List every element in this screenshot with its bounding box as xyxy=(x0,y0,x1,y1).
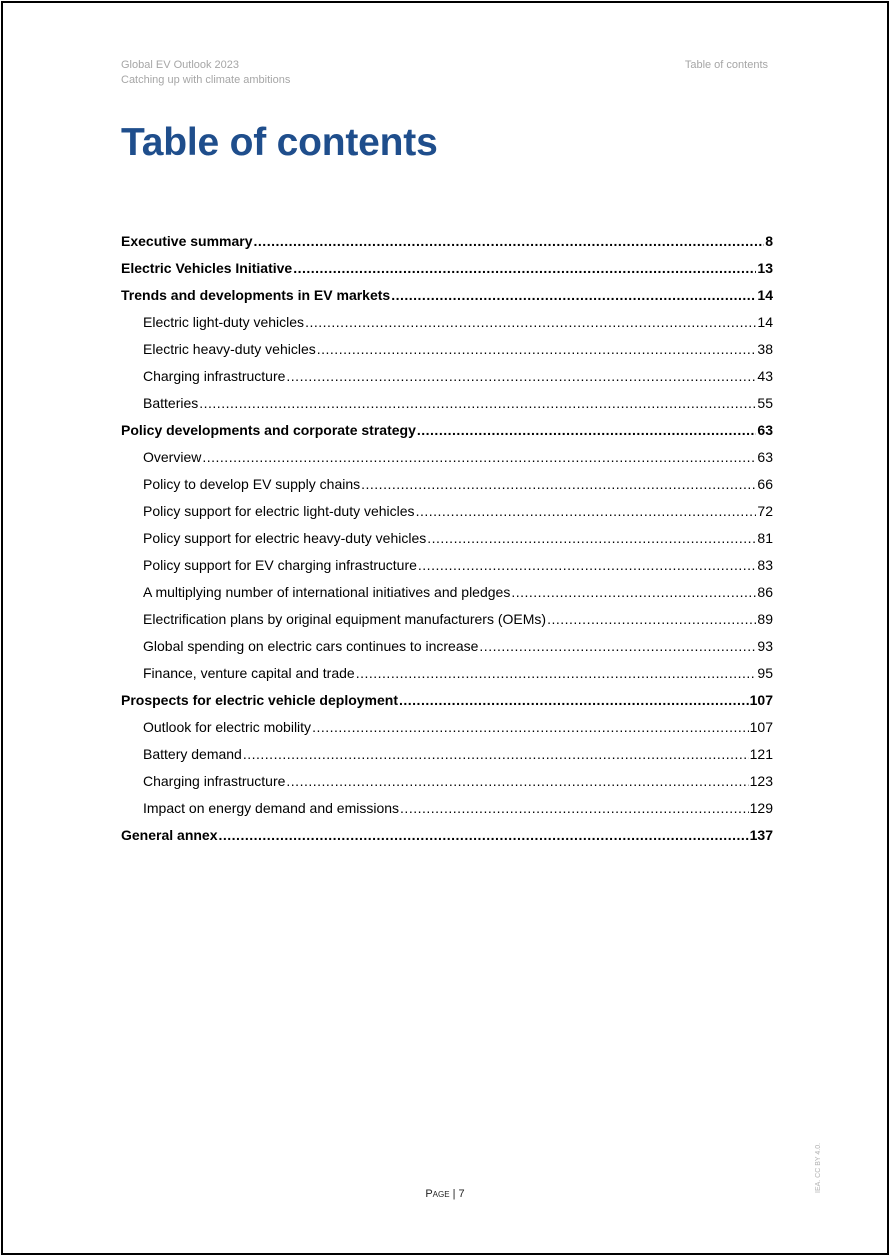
toc-entry-section[interactable] xyxy=(121,606,773,633)
toc-entry-section[interactable] xyxy=(121,498,773,525)
toc-dot-leader xyxy=(547,606,756,633)
toc-dot-leader xyxy=(417,417,757,444)
toc-entry-label: Policy support for electric light-duty vehicles xyxy=(143,503,415,519)
toc-entry-chapter[interactable] xyxy=(121,822,773,849)
toc-entry-label: Policy to develop EV supply chains xyxy=(143,476,361,492)
toc-dot-leader xyxy=(202,444,756,471)
toc-dot-leader xyxy=(293,255,756,282)
license-note: IEA. CC BY 4.0. xyxy=(815,1142,822,1193)
toc-entry-label: Executive summary xyxy=(121,233,253,249)
toc-entry-label: Trends and developments in EV markets xyxy=(121,287,391,303)
toc-entry-section[interactable] xyxy=(121,363,773,390)
toc-entry-section[interactable] xyxy=(121,714,773,741)
toc-entry-page: 72 xyxy=(757,503,773,519)
toc-entry-chapter[interactable] xyxy=(121,255,773,282)
toc-dot-leader xyxy=(199,390,756,417)
toc-entry-label: A multiplying number of international initiatives and pledges xyxy=(143,584,511,600)
toc-entry-label: Global spending on electric cars continues to increase xyxy=(143,638,479,654)
toc-entry-chapter[interactable] xyxy=(121,282,773,309)
toc-entry-chapter[interactable] xyxy=(121,417,773,444)
toc-dot-leader xyxy=(416,498,757,525)
toc-entry-page: 123 xyxy=(749,773,773,789)
toc-dot-leader xyxy=(243,741,749,768)
toc-dot-leader xyxy=(254,228,765,255)
toc-dot-leader xyxy=(399,687,749,714)
toc-entry-label: Overview xyxy=(143,449,202,465)
toc-entry-label: Finance, venture capital and trade xyxy=(143,665,355,681)
toc-entry-page: 14 xyxy=(757,287,773,303)
page-footer xyxy=(3,1188,887,1200)
toc-entry-section[interactable] xyxy=(121,633,773,660)
toc-entry-section[interactable] xyxy=(121,390,773,417)
toc-dot-leader xyxy=(356,660,757,687)
toc-dot-leader xyxy=(305,309,756,336)
toc-entry-label: Charging infrastructure xyxy=(143,368,286,384)
toc-dot-leader xyxy=(391,282,756,309)
toc-entry-page: 107 xyxy=(749,692,773,708)
toc-dot-leader xyxy=(400,795,749,822)
page-number: 7 xyxy=(458,1188,465,1200)
page-title: Table of contents xyxy=(121,121,438,164)
toc-entry-page: 95 xyxy=(757,665,773,681)
toc-entry-page: 81 xyxy=(757,530,773,546)
toc-entry-section[interactable] xyxy=(121,552,773,579)
toc-dot-leader xyxy=(418,552,757,579)
toc-entry-page: 83 xyxy=(757,557,773,573)
report-title: Global EV Outlook 2023 xyxy=(121,59,240,71)
toc-dot-leader xyxy=(286,768,748,795)
toc-entry-section[interactable] xyxy=(121,795,773,822)
toc-entry-section[interactable] xyxy=(121,471,773,498)
toc-entry-page: 55 xyxy=(757,395,773,411)
toc-entry-label: Policy developments and corporate strategy xyxy=(121,422,416,438)
toc-entry-page: 63 xyxy=(757,422,773,438)
toc-entry-label: Prospects for electric vehicle deployment xyxy=(121,692,398,708)
document-page xyxy=(1,1,889,1255)
toc-dot-leader xyxy=(479,633,756,660)
toc-entry-page: 63 xyxy=(757,449,773,465)
toc-entry-chapter[interactable] xyxy=(121,687,773,714)
toc-entry-label: General annex xyxy=(121,827,218,843)
toc-entry-section[interactable] xyxy=(121,660,773,687)
toc-entry-page: 121 xyxy=(749,746,773,762)
table-of-contents xyxy=(121,228,773,849)
toc-entry-section[interactable] xyxy=(121,741,773,768)
toc-entry-page: 129 xyxy=(749,800,773,816)
toc-entry-section[interactable] xyxy=(121,525,773,552)
toc-entry-label: Batteries xyxy=(143,395,199,411)
toc-dot-leader xyxy=(286,363,756,390)
running-header-section: Table of contents xyxy=(684,59,768,71)
toc-entry-label: Policy support for EV charging infrastructure xyxy=(143,557,417,573)
page-word: Page xyxy=(425,1188,450,1200)
toc-entry-chapter[interactable] xyxy=(121,228,773,255)
toc-entry-section[interactable] xyxy=(121,579,773,606)
toc-entry-page: 86 xyxy=(757,584,773,600)
toc-entry-label: Electric light-duty vehicles xyxy=(143,314,305,330)
toc-dot-leader xyxy=(312,714,749,741)
toc-entry-label: Policy support for electric heavy-duty vehicles xyxy=(143,530,427,546)
toc-dot-leader xyxy=(361,471,756,498)
toc-entry-page: 137 xyxy=(749,827,773,843)
toc-entry-section[interactable] xyxy=(121,336,773,363)
toc-entry-section[interactable] xyxy=(121,768,773,795)
running-header-left xyxy=(121,58,290,88)
report-subtitle: Catching up with climate ambitions xyxy=(121,74,291,86)
toc-entry-section[interactable] xyxy=(121,309,773,336)
toc-entry-page: 89 xyxy=(757,611,773,627)
page-separator: | xyxy=(452,1188,456,1200)
toc-entry-page: 14 xyxy=(757,314,773,330)
toc-entry-label: Electric Vehicles Initiative xyxy=(121,260,293,276)
toc-entry-page: 93 xyxy=(757,638,773,654)
toc-dot-leader xyxy=(427,525,756,552)
toc-entry-label: Electrification plans by original equipment manufacturers (OEMs) xyxy=(143,611,547,627)
toc-dot-leader xyxy=(219,822,749,849)
toc-entry-label: Impact on energy demand and emissions xyxy=(143,800,400,816)
toc-entry-section[interactable] xyxy=(121,444,773,471)
toc-entry-page: 38 xyxy=(757,341,773,357)
toc-entry-label: Battery demand xyxy=(143,746,242,762)
toc-entry-label: Charging infrastructure xyxy=(143,773,286,789)
toc-entry-page: 107 xyxy=(749,719,773,735)
toc-entry-page: 66 xyxy=(757,476,773,492)
toc-entry-page: 8 xyxy=(765,233,773,249)
toc-dot-leader xyxy=(511,579,756,606)
toc-dot-leader xyxy=(317,336,757,363)
toc-entry-page: 43 xyxy=(757,368,773,384)
toc-entry-label: Outlook for electric mobility xyxy=(143,719,312,735)
toc-entry-page: 13 xyxy=(757,260,773,276)
toc-entry-label: Electric heavy-duty vehicles xyxy=(143,341,316,357)
